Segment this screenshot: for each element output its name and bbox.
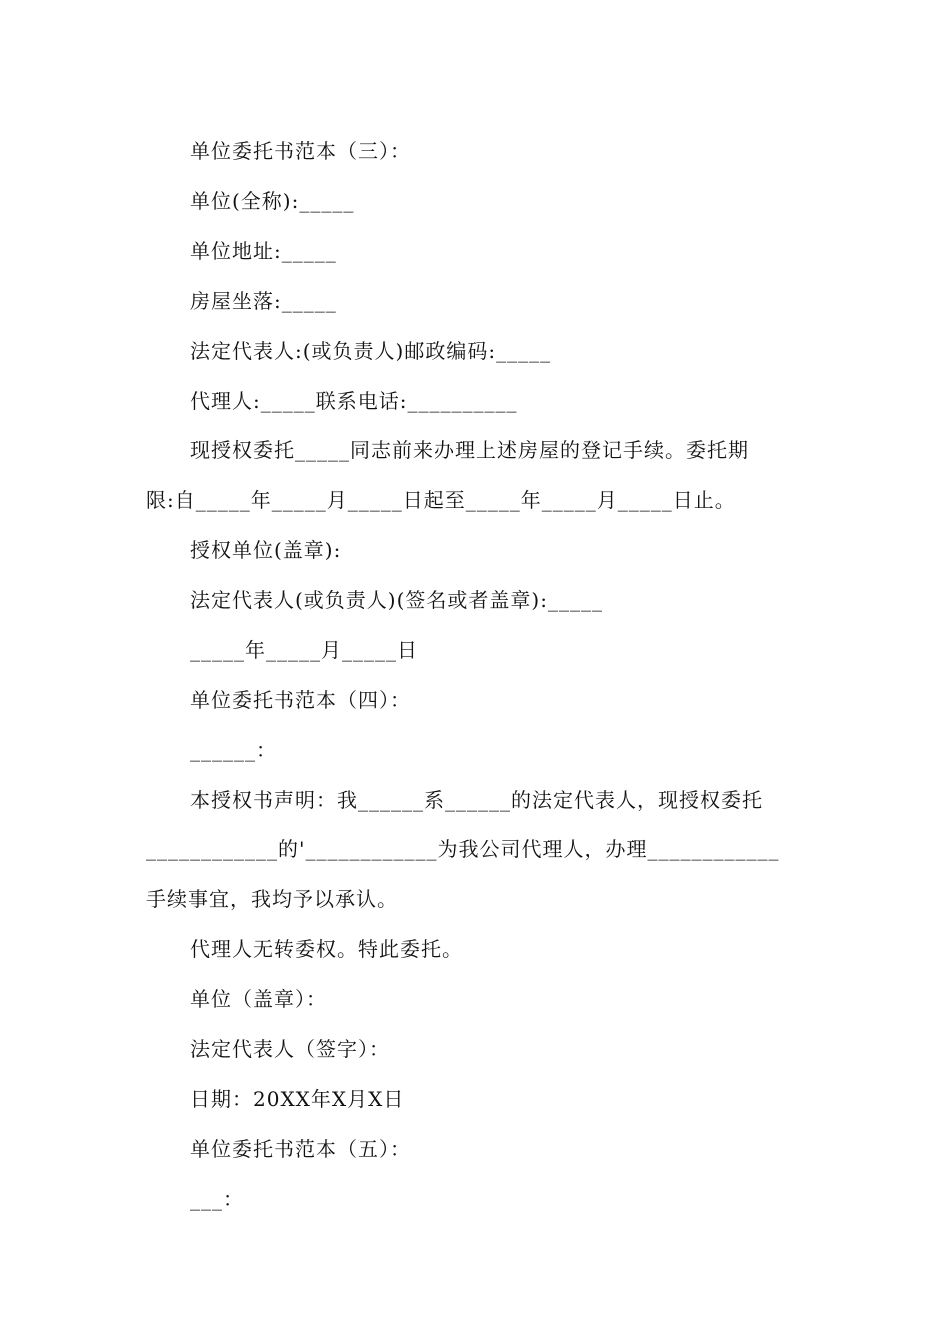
declaration-paragraph-line-2: ____________的'____________为我公司代理人，办理____________	[146, 837, 780, 861]
unit-address-field: 单位地址:_____	[190, 239, 337, 263]
declaration-paragraph-line-3: 手续事宜，我均予以承认。	[146, 887, 398, 911]
declaration-paragraph-line-1: 本授权书声明：我______系______的法定代表人，现授权委托	[190, 788, 763, 812]
no-subdelegation-statement: 代理人无转委权。特此委托。	[190, 937, 463, 961]
addressee-field: ______：	[190, 738, 277, 762]
legal-rep-signature-field: 法定代表人(或负责人)(签名或者盖章):_____	[190, 588, 603, 612]
date-field: _____年_____月_____日	[190, 638, 418, 662]
property-location-field: 房屋坐落:_____	[190, 289, 337, 313]
legal-rep-sign-field: 法定代表人（签字）：	[190, 1037, 390, 1061]
addressee-field-5: ___：	[190, 1187, 244, 1211]
agent-phone-field: 代理人:_____联系电话:__________	[190, 389, 518, 413]
legal-rep-postcode-field: 法定代表人:(或负责人)邮政编码:_____	[190, 339, 552, 363]
unit-full-name-field: 单位(全称):_____	[190, 189, 355, 213]
unit-seal-field: 单位（盖章）：	[190, 987, 327, 1011]
authorizing-unit-seal: 授权单位(盖章):	[190, 538, 342, 562]
section-heading-3: 单位委托书范本（三）：	[190, 139, 411, 163]
authorization-paragraph-line-2: 限:自_____年_____月_____日起至_____年_____月_____日止。	[146, 488, 736, 512]
authorization-paragraph-line-1: 现授权委托_____同志前来办理上述房屋的登记手续。委托期	[190, 438, 749, 462]
section-heading-4: 单位委托书范本（四）：	[190, 688, 411, 712]
date-line: 日期：20XX年X月X日	[190, 1087, 405, 1111]
section-heading-5: 单位委托书范本（五）：	[190, 1137, 411, 1161]
